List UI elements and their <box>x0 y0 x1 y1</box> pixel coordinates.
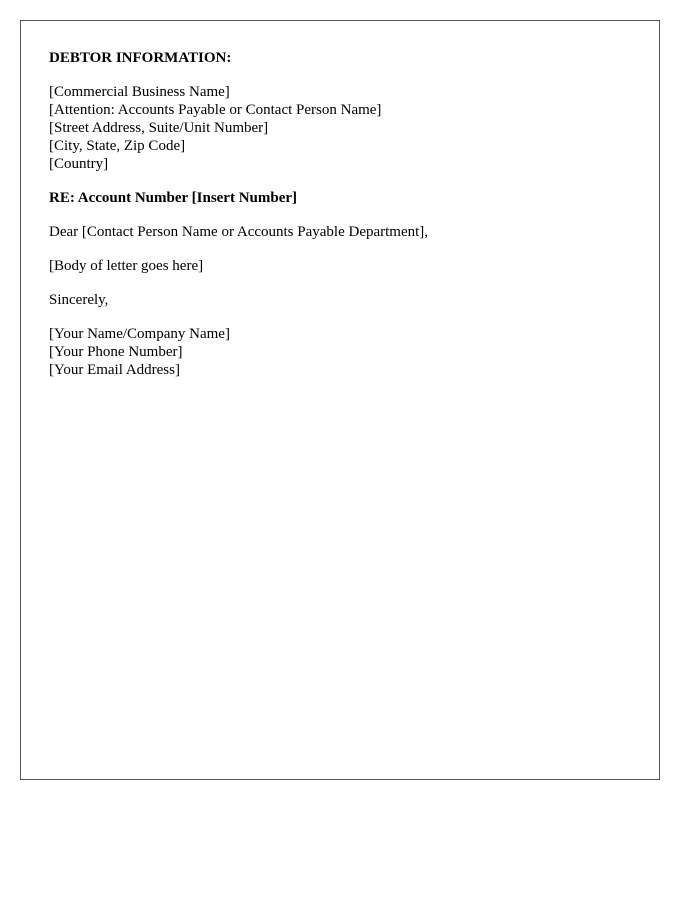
debtor-address-block <box>49 83 631 173</box>
letter-page <box>20 20 660 780</box>
salutation: Dear [Contact Person Name or Accounts Payable Department], <box>49 224 429 240</box>
spacer <box>49 275 631 291</box>
attention-line: [Attention: Accounts Payable or Contact Person Name] <box>49 102 382 118</box>
signature-block <box>49 325 631 379</box>
spacer <box>49 309 631 325</box>
closing: Sincerely, <box>49 292 109 308</box>
spacer <box>49 207 631 223</box>
letter-body: [Body of letter goes here] <box>49 258 204 274</box>
city-state-zip-line: [City, State, Zip Code] <box>49 138 186 154</box>
spacer <box>49 67 631 83</box>
spacer <box>49 173 631 189</box>
sender-name-line: [Your Name/Company Name] <box>49 326 230 342</box>
subject-line: RE: Account Number [Insert Number] <box>49 190 298 206</box>
letter-content <box>49 49 631 379</box>
country-line: [Country] <box>49 156 109 172</box>
business-name-line: [Commercial Business Name] <box>49 84 230 100</box>
street-address-line: [Street Address, Suite/Unit Number] <box>49 120 269 136</box>
spacer <box>49 241 631 257</box>
debtor-information-heading: DEBTOR INFORMATION: <box>49 50 232 66</box>
sender-phone-line: [Your Phone Number] <box>49 344 183 360</box>
sender-email-line: [Your Email Address] <box>49 362 180 378</box>
